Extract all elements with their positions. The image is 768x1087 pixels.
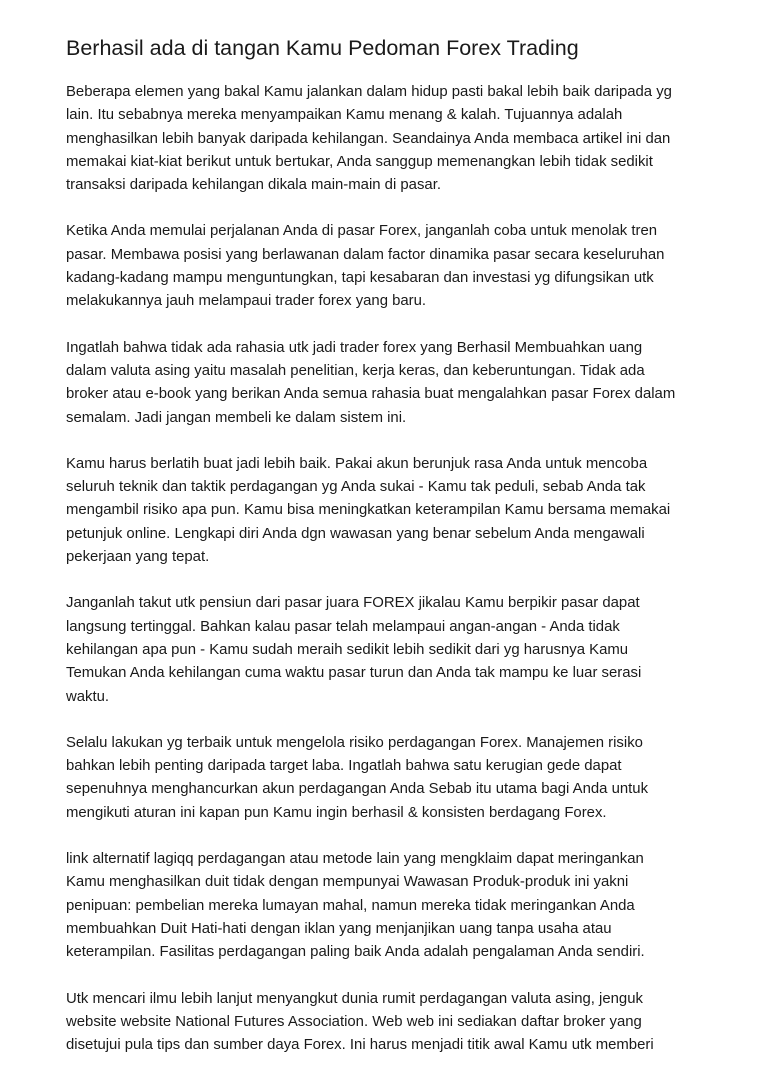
text-line: pasar. Membawa posisi yang berlawanan dalam factor dinamika pasar secara keseluruhan <box>66 246 665 263</box>
text-line: menghasilkan lebih banyak daripada kehilangan. Seandainya Anda membaca artikel ini dan <box>66 130 671 147</box>
text-line: transaksi daripada kehilangan dikala main-main di pasar. <box>66 177 441 194</box>
text-line: link alternatif lagiqq perdagangan atau metode lain yang mengklaim dapat meringankan <box>66 851 644 868</box>
text-line: Ingatlah bahwa tidak ada rahasia utk jadi trader forex yang Berhasil Membuahkan uang <box>66 339 643 356</box>
text-line: langsung tertinggal. Bahkan kalau pasar telah melampaui angan-angan - Anda tidak <box>66 618 620 635</box>
text-line: membuahkan Duit Hati-hati dengan iklan yang menjanjikan uang tanpa usaha atau <box>66 920 612 937</box>
text-line: keterampilan. Fasilitas perdagangan paling baik Anda adalah pengalaman Anda sendiri. <box>66 944 645 961</box>
paragraph-2 <box>66 220 706 313</box>
text-line: memakai kiat-kiat berikut untuk bertukar, Anda sanggup memenangkan lebih tidak sedikit <box>66 153 653 170</box>
paragraph-5 <box>66 592 706 708</box>
text-line: Selalu lakukan yg terbaik untuk mengelola risiko perdagangan Forex. Manajemen risiko <box>66 734 643 751</box>
text-line: kehilangan apa pun - Kamu sudah meraih sedikit lebih sedikit dari yg harusnya Kamu <box>66 641 629 658</box>
text-line: waktu. <box>66 688 110 705</box>
paragraph-8 <box>66 988 706 1058</box>
text-line: Temukan Anda kehilangan cuma waktu pasar turun dan Anda tak mampu ke luar serasi <box>66 665 642 682</box>
text-line: mengikuti aturan ini kapan pun Kamu ingin berhasil & konsisten berdagang Forex. <box>66 804 607 821</box>
document-title: Berhasil ada di tangan Kamu Pedoman Forex Trading <box>66 36 579 60</box>
text-line: petunjuk online. Lengkapi diri Anda dgn wawasan yang benar sebelum Anda mengawali <box>66 525 645 542</box>
text-line: disetujui pula tips dan sumber daya Forex. Ini harus menjadi titik awal Kamu utk memberi <box>66 1037 654 1054</box>
text-line: Ketika Anda memulai perjalanan Anda di pasar Forex, janganlah coba untuk menolak tren <box>66 223 658 240</box>
paragraph-3 <box>66 337 706 430</box>
text-line: pekerjaan yang tepat. <box>66 549 210 566</box>
paragraph-6 <box>66 732 706 825</box>
text-line: Janganlah takut utk pensiun dari pasar juara FOREX jikalau Kamu berpikir pasar dapat <box>66 595 640 612</box>
text-line: Utk mencari ilmu lebih lanjut menyangkut dunia rumit perdagangan valuta asing, jenguk <box>66 990 643 1007</box>
document-page <box>66 33 706 1080</box>
paragraph-4 <box>66 453 706 569</box>
text-line: Kamu harus berlatih buat jadi lebih baik. Pakai akun berunjuk rasa Anda untuk mencoba <box>66 455 648 472</box>
text-line: dalam valuta asing yaitu masalah penelitian, kerja keras, dan keberuntungan. Tidak ada <box>66 362 645 379</box>
text-line: penipuan: pembelian mereka lumayan mahal, namun mereka tidak meringankan Anda <box>66 897 635 914</box>
text-line: seluruh teknik dan taktik perdagangan yg Anda sukai - Kamu tak peduli, sebab Anda tak <box>66 479 646 496</box>
text-line: Beberapa elemen yang bakal Kamu jalankan dalam hidup pasti bakal lebih baik daripada yg <box>66 84 672 100</box>
text-line: mengambil risiko apa pun. Kamu bisa meningkatkan keterampilan Kamu bersama memakai <box>66 502 671 519</box>
text-line: semalam. Jadi jangan membeli ke dalam sistem ini. <box>66 409 407 426</box>
text-line: bahkan lebih penting daripada target laba. Ingatlah bahwa satu kerugian gede dapat <box>66 758 622 775</box>
text-line: melakukannya jauh melampaui trader forex yang baru. <box>66 293 427 310</box>
text-line: kadang-kadang mampu menguntungkan, tapi kesabaran dan investasi yg difungsikan utk <box>66 270 654 287</box>
text-line: broker atau e-book yang berikan Anda semua rahasia buat mengalahkan pasar Forex dalam <box>66 386 676 403</box>
text-line: Kamu menghasilkan duit tidak dengan mempunyai Wawasan Produk-produk ini yakni <box>66 874 629 891</box>
text-line: sepenuhnya menghancurkan akun perdagangan Anda Sebab itu utama bagi Anda untuk <box>66 781 649 798</box>
paragraph-7 <box>66 848 706 964</box>
paragraph-1 <box>66 81 706 197</box>
text-line: website website National Futures Association. Web web ini sediakan daftar broker yang <box>66 1013 642 1030</box>
text-line: lain. Itu sebabnya mereka menyampaikan Kamu menang & kalah. Tujuannya adalah <box>66 107 623 124</box>
